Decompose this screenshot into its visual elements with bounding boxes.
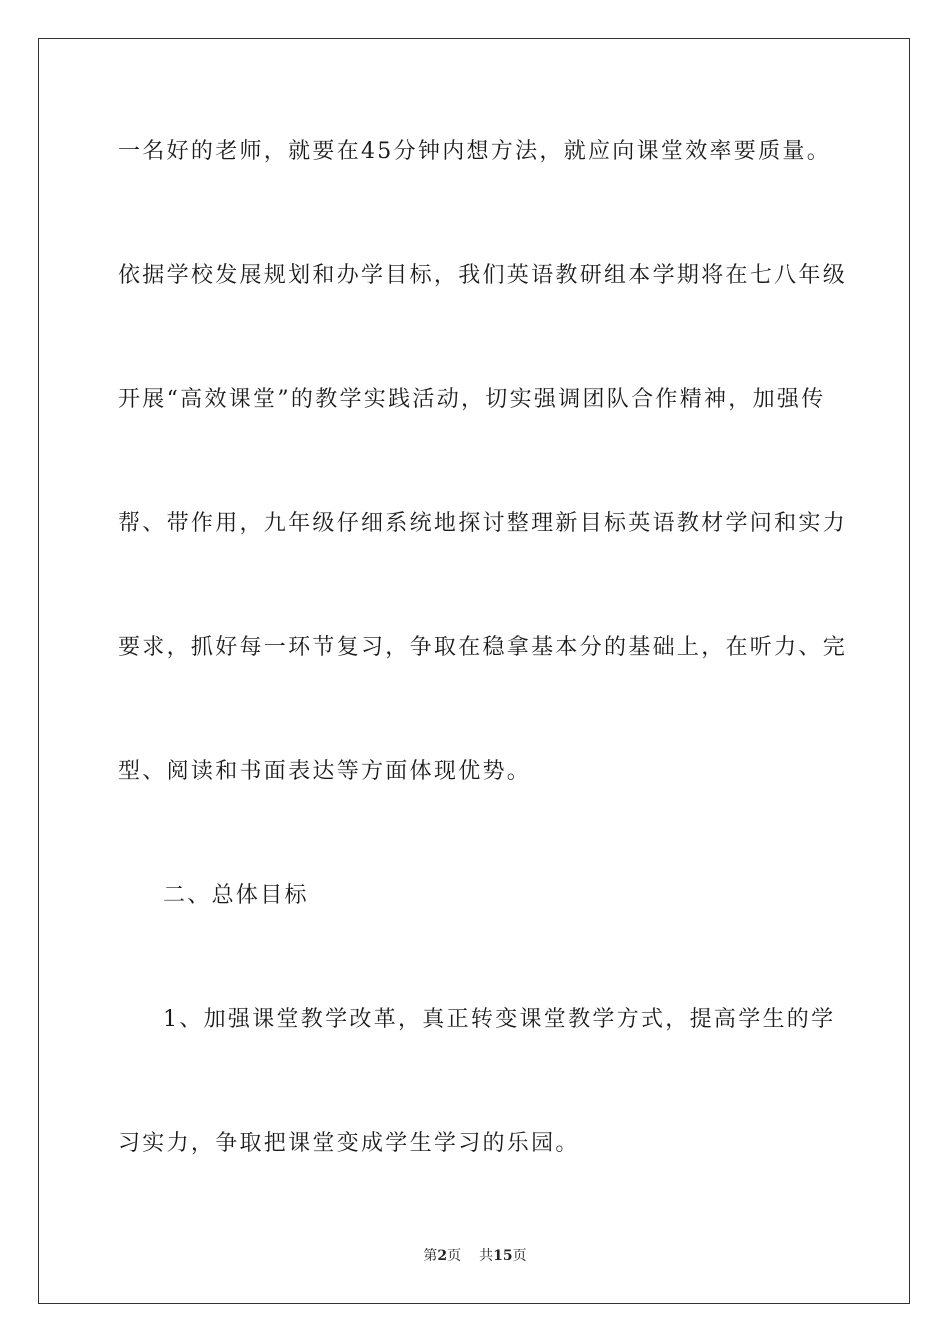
body-text-line-1: 一名好的老师，就要在45分钟内想方法，就应向课堂效率要质量。 bbox=[118, 139, 831, 164]
page-border bbox=[38, 38, 910, 1304]
section-heading: 二、总体目标 bbox=[163, 883, 309, 908]
footer-page-prefix: 第 bbox=[423, 1248, 438, 1264]
footer-total-prefix: 共 bbox=[479, 1248, 494, 1264]
footer-total-suffix: 页 bbox=[512, 1248, 527, 1264]
body-text-line-5: 要求，抓好每一环节复习，争取在稳拿基本分的基础上，在听力、完 bbox=[118, 635, 848, 660]
footer-page-number: 2 bbox=[437, 1248, 448, 1264]
body-text-line-8: 习实力，争取把课堂变成学生学习的乐园。 bbox=[118, 1131, 580, 1156]
page-footer bbox=[0, 1247, 950, 1265]
body-text-line-6: 型、阅读和书面表达等方面体现优势。 bbox=[118, 759, 532, 784]
body-text-line-2: 依据学校发展规划和办学目标，我们英语教研组本学期将在七八年级 bbox=[118, 263, 848, 288]
body-text-line-4: 帮、带作用，九年级仔细系统地探讨整理新目标英语教材学问和实力 bbox=[118, 511, 848, 536]
footer-total-pages: 15 bbox=[493, 1248, 513, 1264]
body-text-line-3: 开展“高效课堂”的教学实践活动，切实强调团队合作精神，加强传 bbox=[118, 387, 826, 412]
body-text-line-7: 1、加强课堂教学改革，真正转变课堂教学方式，提高学生的学 bbox=[163, 1007, 836, 1032]
footer-page-suffix: 页 bbox=[447, 1248, 462, 1264]
